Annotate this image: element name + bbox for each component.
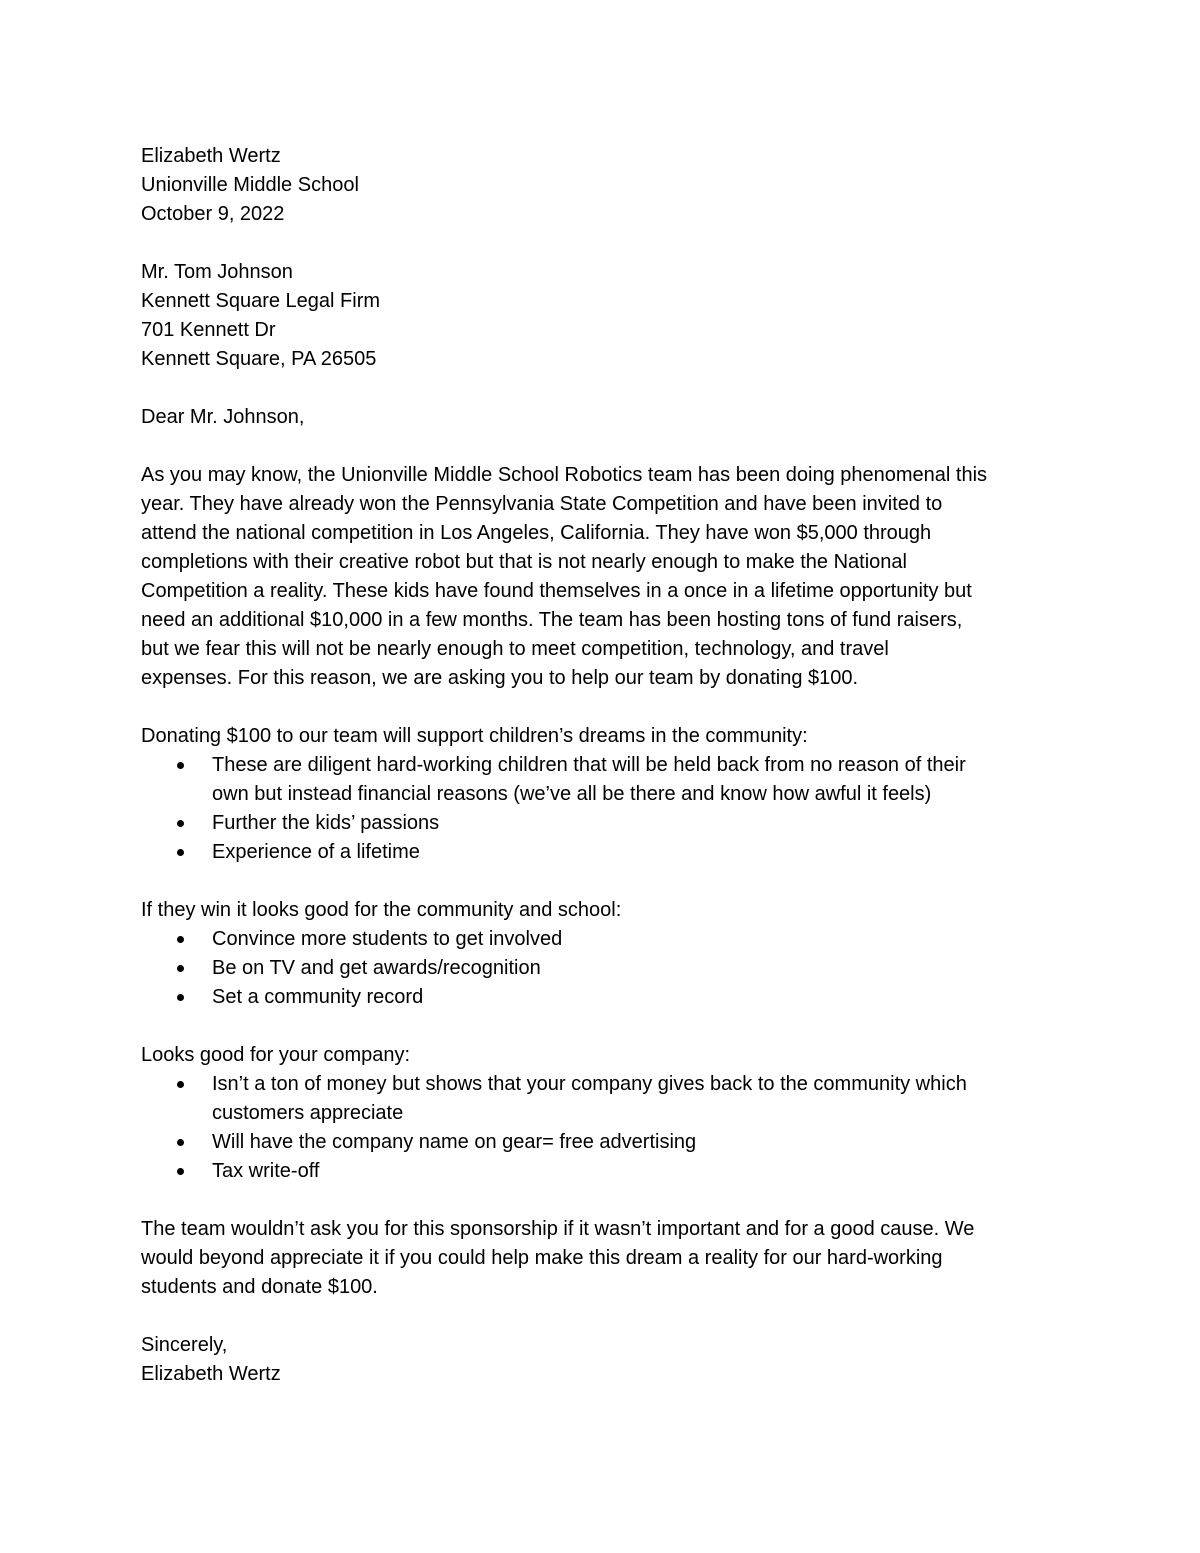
intro-line: completions with their creative robot but that is not nearly enough to make the National <box>141 551 907 573</box>
list-item-text: Further the kids’ passions <box>212 812 440 834</box>
spacer <box>141 867 1061 896</box>
list-item <box>141 925 1061 954</box>
bullet-dot-icon <box>177 965 184 972</box>
section-community-dreams <box>141 722 1061 867</box>
list-item <box>141 838 1061 867</box>
signature-name: Elizabeth Wertz <box>141 1363 281 1385</box>
list-item-text: Will have the company name on gear= free advertising <box>212 1131 697 1153</box>
section-heading: If they win it looks good for the community and school: <box>141 899 622 921</box>
recipient-city-state-zip: Kennett Square, PA 26505 <box>141 348 377 370</box>
intro-line: As you may know, the Unionville Middle School Robotics team has been doing phenomenal this <box>141 464 988 486</box>
intro-line: attend the national competition in Los Angeles, California. They have won $5,000 through <box>141 522 932 544</box>
intro-paragraph <box>141 461 1061 693</box>
spacer <box>141 374 1061 403</box>
recipient-block <box>141 258 1061 374</box>
list-item-text: Experience of a lifetime <box>212 841 420 863</box>
spacer <box>141 1302 1061 1331</box>
sender-block <box>141 142 1061 229</box>
list-item-text: own but instead financial reasons (we’ve all be there and know how awful it feels) <box>212 783 932 805</box>
list-item-text: Set a community record <box>212 986 424 1008</box>
spacer <box>141 693 1061 722</box>
bullet-dot-icon <box>177 820 184 827</box>
list-item-text: customers appreciate <box>212 1102 404 1124</box>
section-company <box>141 1041 1061 1186</box>
salutation: Dear Mr. Johnson, <box>141 406 305 428</box>
intro-line: year. They have already won the Pennsylvania State Competition and have been invited to <box>141 493 943 515</box>
bullet-list <box>141 925 1061 1012</box>
intro-line: but we fear this will not be nearly enough to meet competition, technology, and travel <box>141 638 889 660</box>
spacer <box>141 1012 1061 1041</box>
closing-line: The team wouldn’t ask you for this sponsorship if it wasn’t important and for a good cause. We <box>141 1218 975 1240</box>
list-item <box>141 751 1061 809</box>
spacer <box>141 1186 1061 1215</box>
section-heading: Looks good for your company: <box>141 1044 411 1066</box>
bullet-dot-icon <box>177 762 184 769</box>
list-item-text: Tax write-off <box>212 1160 320 1182</box>
bullet-dot-icon <box>177 849 184 856</box>
closing-line: would beyond appreciate it if you could help make this dream a reality for our hard-working <box>141 1247 943 1269</box>
intro-line: Competition a reality. These kids have found themselves in a once in a lifetime opportunity but <box>141 580 972 602</box>
list-item-text: Isn’t a ton of money but shows that your company gives back to the community which <box>212 1073 967 1095</box>
list-item-text: Convince more students to get involved <box>212 928 563 950</box>
spacer <box>141 432 1061 461</box>
list-item <box>141 954 1061 983</box>
bullet-dot-icon <box>177 936 184 943</box>
intro-line: expenses. For this reason, we are asking you to help our team by donating $100. <box>141 667 859 689</box>
closing-line: students and donate $100. <box>141 1276 378 1298</box>
spacer <box>141 229 1061 258</box>
list-item <box>141 1070 1061 1128</box>
bullet-dot-icon <box>177 1139 184 1146</box>
sender-name: Elizabeth Wertz <box>141 145 281 167</box>
intro-line: need an additional $10,000 in a few months. The team has been hosting tons of fund raisers, <box>141 609 963 631</box>
section-heading: Donating $100 to our team will support children’s dreams in the community: <box>141 725 808 747</box>
recipient-name: Mr. Tom Johnson <box>141 261 293 283</box>
sender-organization: Unionville Middle School <box>141 174 359 196</box>
bullet-dot-icon <box>177 1081 184 1088</box>
signoff: Sincerely, <box>141 1334 228 1356</box>
list-item-text: These are diligent hard-working children that will be held back from no reason of their <box>212 754 966 776</box>
recipient-street: 701 Kennett Dr <box>141 319 276 341</box>
list-item <box>141 1157 1061 1186</box>
list-item <box>141 1128 1061 1157</box>
list-item <box>141 983 1061 1012</box>
letter-body <box>141 142 1061 1389</box>
bullet-list <box>141 751 1061 867</box>
closing-paragraph <box>141 1215 1061 1302</box>
bullet-list <box>141 1070 1061 1186</box>
list-item <box>141 809 1061 838</box>
bullet-dot-icon <box>177 994 184 1001</box>
recipient-company: Kennett Square Legal Firm <box>141 290 381 312</box>
list-item-text: Be on TV and get awards/recognition <box>212 957 541 979</box>
section-community-school <box>141 896 1061 1012</box>
bullet-dot-icon <box>177 1168 184 1175</box>
letter-date: October 9, 2022 <box>141 203 285 225</box>
